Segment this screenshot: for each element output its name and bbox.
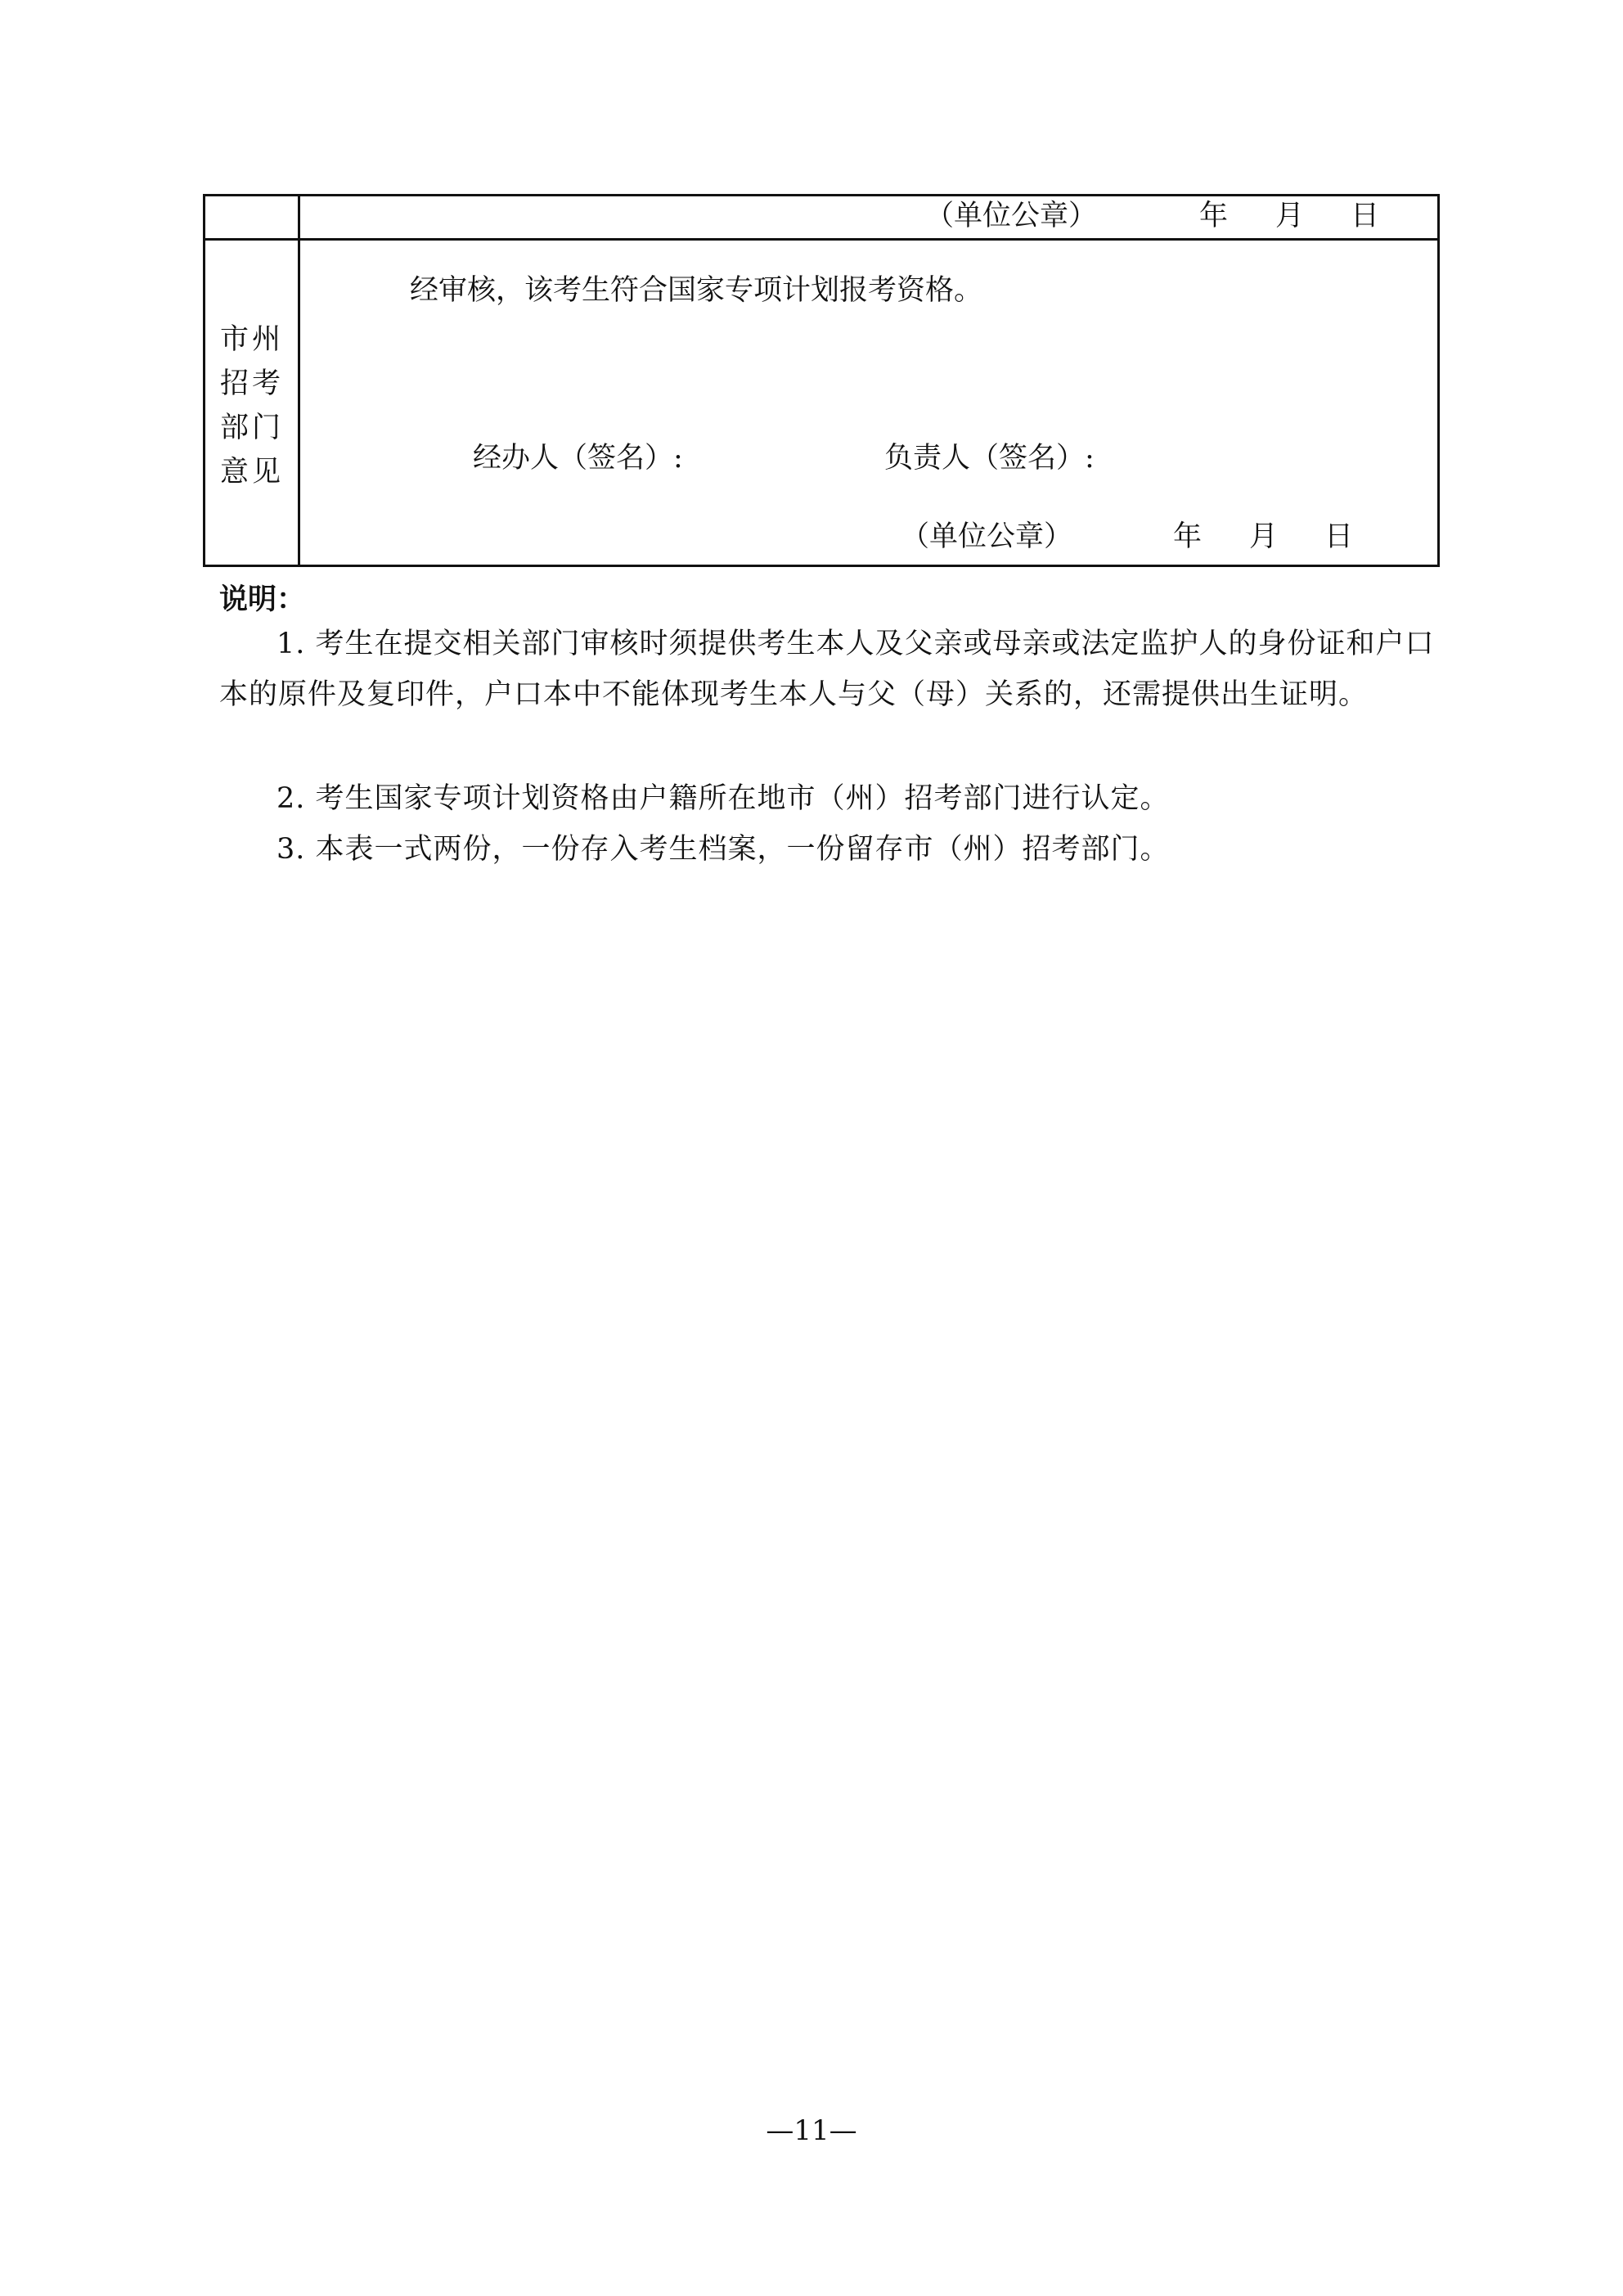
body-seal-label: （单位公章） bbox=[901, 520, 1073, 553]
leader-signature-label: 负责人（签名）: bbox=[884, 442, 1095, 475]
top-row-day-label: 日 bbox=[1351, 200, 1380, 232]
body-day-label: 日 bbox=[1324, 520, 1354, 553]
body-month-label: 月 bbox=[1249, 520, 1279, 553]
side-label-line: 市州 bbox=[219, 323, 284, 356]
note-item-1: 1. 考生在提交相关部门审核时须提供考生本人及父亲或母亲或法定监护人的身份证和户口本的原件及复印件，户口本中不能体现考生本人与父（母）关系的，还需提供出生证明。 bbox=[219, 628, 1435, 711]
table-row-divider bbox=[205, 238, 1437, 241]
note-item-2: 2. 考生国家专项计划资格由户籍所在地市（州）招考部门进行认定。 bbox=[276, 782, 1170, 815]
top-row-year-label: 年 bbox=[1199, 200, 1229, 232]
city-department-opinion-label bbox=[215, 317, 289, 494]
side-label-line: 招考 bbox=[219, 367, 284, 400]
table-column-divider bbox=[298, 196, 300, 565]
page-number: —11— bbox=[766, 2114, 857, 2147]
side-label-line: 意见 bbox=[219, 456, 284, 488]
top-row-seal-label: （单位公章） bbox=[925, 200, 1098, 232]
top-row-month-label: 月 bbox=[1275, 200, 1305, 232]
handler-signature-label: 经办人（签名）: bbox=[473, 442, 683, 475]
review-statement: 经审核，该考生符合国家专项计划报考资格。 bbox=[410, 274, 983, 307]
body-year-label: 年 bbox=[1173, 520, 1203, 553]
approval-form-table bbox=[203, 194, 1440, 567]
note-item-3: 3. 本表一式两份，一份存入考生档案，一份留存市（州）招考部门。 bbox=[276, 833, 1170, 866]
notes-title: 说明： bbox=[219, 583, 306, 616]
side-label-line: 部门 bbox=[219, 412, 284, 444]
